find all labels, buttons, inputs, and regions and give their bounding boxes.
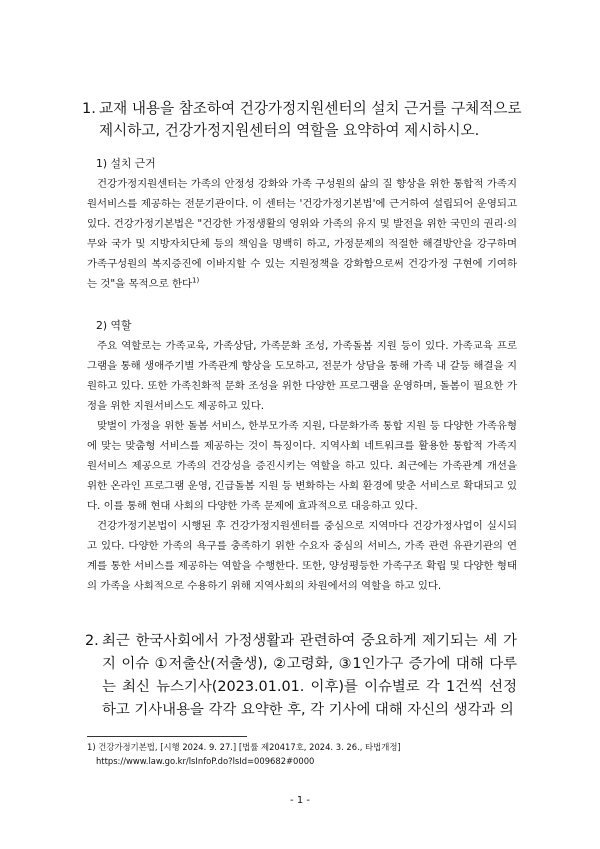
question-2-text: 최근 한국사회에서 가정생활과 관련하여 중요하게 제기되는 세 가지 이슈 ①저출산(저출생), ②고령화, ③1인가구 증가에 대해 다루는 최신 뉴스기사(2023.01.01. 이후)를 이슈별로 각 1건씩 선정하고 기사내용을 각각 요약한 후, 각 기사에 대해 자신의 생각과 의 bbox=[102, 633, 517, 718]
question-1-heading bbox=[82, 98, 522, 142]
footnote-text: 1) 건강가정기본법, [시행 2024. 9. 27.] [법률 제20417호, 2024. 3. 26., 타법개정] bbox=[87, 742, 401, 752]
question-1-title: 교재 내용을 참조하여 건강가정지원센터의 설치 근거를 구체적으로 제시하고, 건강가정지원센터의 역할을 요약하여 제시하시오. bbox=[99, 100, 522, 139]
question-2-block bbox=[85, 630, 517, 722]
section-2-paragraph-1: 주요 역할로는 가족교육, 가족상담, 가족문화 조성, 가족돌봄 지원 등이 있다. 가족교육 프로그램을 통해 생애주기별 가족관계 향상을 도모하고, 전문가 상담을 통해 가족 내 갈등 해결을 지원하고 있다. 또한 가족친화적 문화 조성을 위한 다양한 프로그램을 운영하며, 돌봄이 필요한 가정을 위한 지원서비스도 제공하고 있다. bbox=[87, 340, 517, 412]
section-2-heading: 2) 역할 bbox=[96, 319, 132, 332]
footnote-divider bbox=[87, 736, 247, 737]
footnote-url[interactable]: https://www.law.go.kr/lsInfoP.do?lsId=009682#0000 bbox=[96, 756, 315, 766]
question-1-number: 1. bbox=[82, 100, 96, 117]
section-1-body: 건강가정지원센터는 가족의 안정성 강화와 가족 구성원의 삶의 질 향상을 위한 통합적 가족지원서비스를 제공하는 전문기관이다. 이 센터는 '건강가정기본법'에 근거하여 설립되어 운영되고 있다. 건강가정기본법은 "건강한 가정생활의 영위와 가족의 유지 및 발전을 위한 국민의 권리·의무와 국가 및 지방자치단체 등의 책임을 명백히 하고, 가정문제의 적절한 해결방안을 강구하며 가족구성원의 복지증진에 이바지할 수 있는 지원정책을 강화함으로써 건강가정 구현에 기여하는 것"을 목적으로 한다 bbox=[87, 178, 517, 290]
section-1-paragraph bbox=[87, 174, 517, 294]
footnote-reference[interactable]: 1) bbox=[192, 276, 200, 285]
section-2-paragraph-2: 맞벌이 가정을 위한 돌봄 서비스, 한부모가족 지원, 다문화가족 통합 지원 등 다양한 가족유형에 맞는 맞춤형 서비스를 제공하는 것이 특징이다. 지역사회 네트워크를 활용한 통합적 가족지원서비스 제공으로 가족의 건강성을 증진시키는 역할을 하고 있다. 최근에는 가족관계 개선을 위한 온라인 프로그램 운영, 긴급돌봄 지원 등 변화하는 사회 환경에 맞춘 서비스로 확대되고 있다. 이를 통해 현대 사회의 다양한 가족 문제에 효과적으로 대응하고 있다. bbox=[87, 420, 517, 512]
section-2-paragraph-3: 건강가정기본법이 시행된 후 건강가정지원센터를 중심으로 지역마다 건강가정사업이 실시되고 있다. 다양한 가족의 욕구를 충족하기 위한 수요자 중심의 서비스, 가족 관련 유관기관의 연계를 통한 서비스를 제공하는 역할을 수행한다. 또한, 양성평등한 가족구조 확립 및 다양한 형태의 가족을 사회적으로 수용하기 위해 지역사회의 차원에서의 역할을 하고 있다. bbox=[87, 520, 517, 592]
question-2-number: 2. bbox=[85, 633, 99, 649]
page-number: - 1 - bbox=[290, 795, 310, 806]
footnote bbox=[87, 740, 527, 768]
section-1-heading: 1) 설치 근거 bbox=[96, 157, 156, 170]
